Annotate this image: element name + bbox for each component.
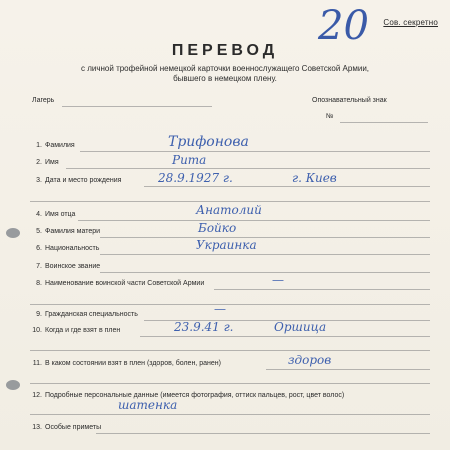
blank-line — [30, 304, 430, 305]
field-military-unit — [30, 280, 425, 294]
blank-line — [30, 350, 430, 351]
page-title: ПЕРЕВОД — [171, 42, 279, 59]
nationality-value: Украинка — [196, 238, 257, 252]
field-line — [140, 336, 430, 337]
subtitle-line-1: с личной трофейной немецкой карточки военнослужащего Советской Армии, — [80, 64, 370, 73]
field-number: 5. — [36, 228, 42, 235]
binder-hole-bottom — [6, 380, 20, 390]
field-label: Фамилия — [45, 142, 75, 149]
field-number: 11. — [32, 360, 42, 367]
field-label: Подробные персональные данные (имеется фотография, оттиск пальцев, рост, цвет волос) — [45, 392, 345, 399]
condition-value: здоров — [288, 353, 332, 367]
capture-date-value: 23.9.41 г. — [174, 320, 234, 334]
field-number: 13. — [32, 424, 42, 431]
personal-data-value: шатенка — [118, 398, 178, 412]
field-line — [66, 168, 430, 169]
blank-line — [30, 201, 430, 202]
field-line — [100, 272, 430, 273]
field-number: 7. — [36, 263, 42, 270]
field-label: В каком состоянии взят в плен (здоров, болен, ранен) — [45, 360, 221, 367]
field-number: 10. — [32, 327, 42, 334]
subtitle-line-2: бывшего в немецком плену. — [173, 74, 277, 83]
camp-line — [62, 106, 212, 107]
field-number: 4. — [36, 211, 42, 218]
field-line — [144, 186, 430, 187]
capture-place-value: Оршица — [274, 320, 327, 334]
field-label: Особые приметы — [45, 424, 102, 431]
field-label: Имя — [45, 159, 59, 166]
surname-value: Трифонова — [168, 134, 249, 150]
military-unit-value: — — [272, 273, 284, 287]
field-number: 1. — [36, 142, 42, 149]
field-label: Фамилия матери — [45, 228, 101, 235]
name-value: Рита — [172, 153, 207, 167]
page-subtitle — [0, 64, 450, 84]
field-rank — [30, 263, 425, 277]
field-line — [78, 220, 430, 221]
field-number: 6. — [36, 245, 42, 252]
field-label: Наименование воинской части Советской Армии — [45, 280, 205, 287]
handwritten-number: 20 — [318, 3, 369, 49]
field-special-marks — [30, 424, 425, 438]
number-line — [340, 122, 428, 123]
birth-place-value: г. Киев — [292, 171, 337, 185]
field-line — [100, 254, 430, 255]
id-tag-label: Опознавательный знак — [312, 97, 387, 104]
field-condition — [30, 360, 425, 374]
field-number: 9. — [36, 311, 42, 318]
field-label: Дата и место рождения — [45, 177, 122, 184]
field-line — [100, 237, 430, 238]
field-label: Имя отца — [45, 211, 76, 218]
field-label: Национальность — [45, 245, 100, 252]
field-line — [96, 433, 430, 434]
field-number: 12. — [32, 392, 42, 399]
secret-label: Сов. секретно — [383, 18, 438, 27]
civil-specialty-value: — — [214, 302, 226, 316]
mother-surname-value: Бойко — [198, 221, 237, 235]
field-line — [30, 414, 430, 415]
field-number: 8. — [36, 280, 42, 287]
camp-label: Лагерь — [32, 97, 55, 104]
field-number: 2. — [36, 159, 42, 166]
field-personal-data — [30, 392, 425, 406]
blank-line — [30, 383, 430, 384]
field-line — [214, 289, 430, 290]
field-label: Гражданская специальность — [45, 311, 138, 318]
field-line — [80, 151, 430, 152]
father-name-value: Анатолий — [196, 203, 262, 217]
number-label: № — [326, 113, 334, 120]
binder-hole-top — [6, 228, 20, 238]
field-label: Когда и где взят в плен — [45, 327, 121, 334]
field-label: Воинское звание — [45, 263, 101, 270]
field-number: 3. — [36, 177, 42, 184]
field-line — [266, 369, 430, 370]
birth-date-value: 28.9.1927 г. — [158, 171, 233, 185]
